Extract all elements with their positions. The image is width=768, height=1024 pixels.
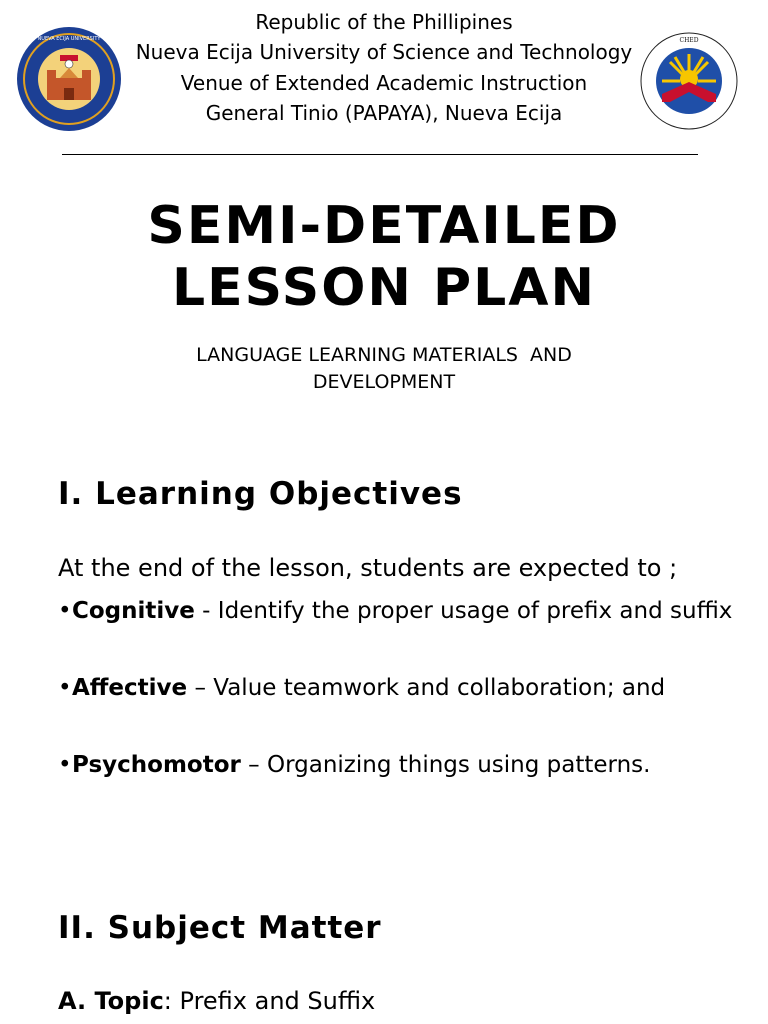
subtitle-line-2: DEVELOPMENT: [312, 371, 456, 393]
header-university: Nueva Ecija University of Science and Technology: [135, 40, 633, 64]
topic-value: : Prefix and Suffix: [163, 987, 376, 1015]
objective-text: – Value teamwork and collaboration; and: [187, 675, 666, 701]
objectives-intro: At the end of the lesson, students are expected to ;: [58, 554, 678, 582]
title-line-1: SEMI-DETAILED: [147, 196, 621, 256]
bullet-dot: •: [58, 598, 72, 624]
header-venue: Venue of Extended Academic Instruction: [180, 71, 588, 95]
subtitle-line-1: LANGUAGE LEARNING MATERIALS AND: [196, 344, 572, 366]
objective-text: – Organizing things using patterns.: [240, 752, 651, 778]
header-location: General Tinio (PAPAYA), Nueva Ecija: [205, 101, 563, 125]
header-republic: Republic of the Phillipines: [255, 10, 513, 34]
header-divider: [62, 154, 698, 155]
objective-term: Affective: [72, 675, 188, 701]
objective-psychomotor: [58, 748, 748, 782]
subject-topic: [58, 984, 375, 1018]
topic-label: A. Topic: [58, 987, 164, 1015]
section-heading-subject-matter: II. Subject Matter: [58, 910, 382, 946]
bullet-dot: •: [58, 675, 72, 701]
bullet-dot: •: [58, 752, 72, 778]
objective-text: - Identify the proper usage of prefix and suffix: [194, 598, 733, 624]
objective-term: Psychomotor: [72, 752, 241, 778]
objective-affective: [58, 671, 748, 705]
title-line-2: LESSON PLAN: [171, 258, 597, 318]
svg-text:CHED: CHED: [679, 37, 699, 44]
objective-term: Cognitive: [72, 598, 195, 624]
svg-text:NUEVA ECIJA UNIVERSITY: NUEVA ECIJA UNIVERSITY: [37, 36, 101, 42]
objective-cognitive: [58, 594, 748, 628]
section-heading-objectives: I. Learning Objectives: [58, 476, 463, 512]
